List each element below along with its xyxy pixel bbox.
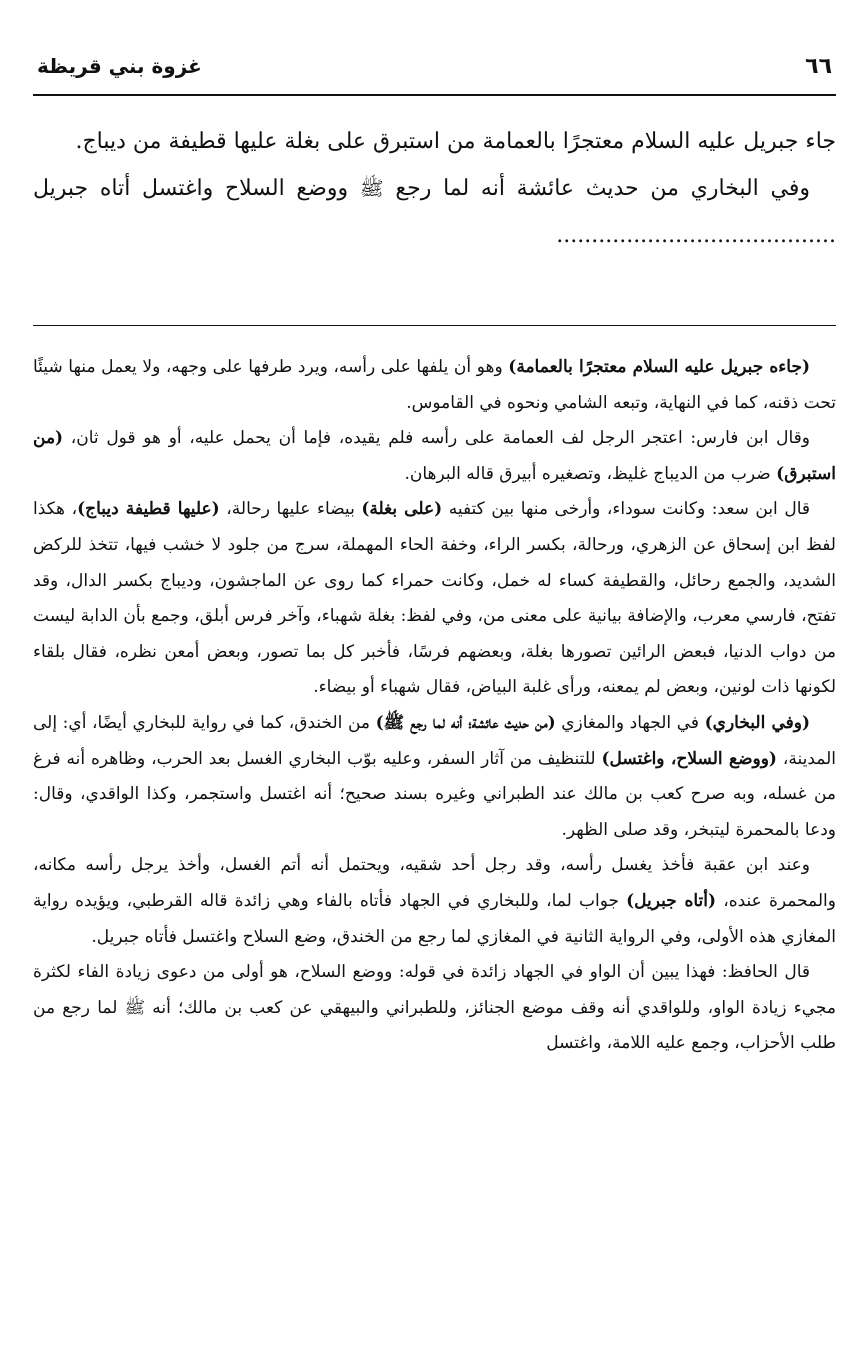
commentary-text: في الجهاد والمغازي: [555, 712, 705, 733]
page-header: [33, 50, 836, 94]
main-paragraph-2: [33, 165, 836, 259]
running-title: غزوة بني قريظة: [37, 54, 202, 78]
commentary: [33, 350, 836, 1062]
commentary-text: وهو أن يلفها على رأسه، ويرد طرفها على وجهه، ولا يعمل منها شيئًا تحت ذقنه، كما في النهاية، وتبعه الشامي ونحوه في القاموس.: [33, 357, 836, 413]
commentary-text: من الخندق، كما في رواية للبخاري أيضًا، أي: إلى المدينة،: [33, 712, 837, 769]
header-divider: [33, 94, 836, 96]
commentary-text: وقال ابن فارس: اعتجر الرجل لف العمامة على رأسه فلم يقيده، فإما أن يحمل عليه، أو هو قول ثان،: [63, 428, 810, 449]
commentary-paragraph-1: [33, 350, 836, 421]
main-paragraph-2-part-a: وفي البخاري من حديث عائشة أنه لما رجع: [383, 176, 810, 201]
commentary-text: للتنظيف من آثار السفر، وعليه بوّب البخاري الغسل بعد الحرب، وظاهره أنه فرغ من غسله، وبه صرح كعب بن مالك عند الطبراني وغيره بسند صحيح؛ أنه اغتسل واستجمر، وكذا الواقدي، وقال: ودعا بالمحمرة ليتبخر، وقد صلى الظهر.: [33, 748, 836, 840]
commentary-paragraph-3: [33, 492, 836, 706]
quoted-phrase: (ووضع السلاح، واغتسل): [601, 748, 777, 769]
commentary-paragraph-6: قال الحافظ: فهذا يبين أن الواو في الجهاد زائدة في قوله: ووضع السلاح، هو أولى من دعوى زيادة الفاء لكثرة مجيء زيادة الواو، وللواقدي أنه وقف موضع الجنائز، وللطبراني والبيهقي عن كعب بن مالك؛ أنه ﷺ لما رجع من طلب الأحزاب، وجمع عليه اللامة، واغتسل: [33, 962, 836, 1054]
quoted-phrase: (جاءه جبريل عليه السلام معتجرًا بالعمامة): [508, 357, 811, 377]
main-paragraph-1: جاء جبريل عليه السلام معتجرًا بالعمامة من استبرق على بغلة عليها قطيفة من ديباج.: [75, 129, 836, 154]
quoted-phrase: (وفي البخاري): [704, 712, 810, 733]
quoted-phrase: (من حديث عائشة؛ أنه لما رجع ﷺ): [375, 712, 556, 733]
quoted-phrase: (عليها قطيفة ديباج): [77, 499, 220, 520]
commentary-text: جواب لما، وللبخاري في الجهاد فأتاه بالفاء وهي زائدة قاله القرطبي، ويؤيده رواية المغازي هذه الأولى، وفي الرواية الثانية في المغازي لما رجع من الخندق، وضع السلاح واغتسل فأتاه جبريل.: [33, 890, 836, 947]
commentary-text: ، هكذا لفظ ابن إسحاق عن الزهري، ورحالة، بكسر الراء، وخفة الحاء المهملة، سرج من جلود لا خشب فيها، تتخذ للركض الشديد، والجمع رحائل، والقطيفة كساء له خمل، وكانت حمراء كما روى عن الماجشون، وديباج بكسر الدال، وقد تفتح، فارسي معرب، والإضافة بيانية على معنى من، وفي لفظ: بغلة شهباء، وآخر فرس أبلق، وجمع بأن الدابة ليست من دواب الدنيا، فبعض الرائين تصورها بغلة، وبعضهم فرسًا، فأخبر كل بما تصور، وبعض أمعن نظره، فقال بلقاء لكونها ذات لونين، وبعض لم يمعنه، ورأى غلبة البياض، فقال شهباء أو بيضاء.: [33, 499, 836, 698]
quoted-phrase: (على بغلة): [361, 499, 443, 520]
commentary-text: قال ابن سعد: وكانت سوداء، وأرخى منها بين كتفيه: [442, 499, 811, 520]
salutation-glyph: ﷺ: [359, 177, 384, 200]
quoted-phrase: (أتاه جبريل): [626, 890, 717, 911]
commentary-text: بيضاء عليها رحالة،: [219, 499, 362, 520]
commentary-text: ضرب من الديباج غليظ، وتصغيره أبيرق قاله البرهان.: [404, 463, 777, 484]
commentary-text: وعند ابن عقبة فأخذ يغسل رأسه، وقد رجل أحد شقيه، ويحتمل أنه أتم الغسل، وأخذ يرجل رأسه مكانه، والمحمرة عنده،: [33, 855, 836, 911]
main-text: [33, 118, 836, 259]
page-number: ٦٦: [805, 54, 832, 79]
quoted-phrase: (من استبرق): [33, 428, 836, 484]
commentary-paragraph-5: [33, 848, 836, 955]
commentary-divider: [33, 325, 836, 326]
main-paragraph-2-part-b: ووضع السلاح واغتسل أتاه جبريل ........................................: [33, 176, 836, 248]
commentary-paragraph-2: [33, 421, 836, 492]
commentary-paragraph-4: [33, 706, 836, 848]
